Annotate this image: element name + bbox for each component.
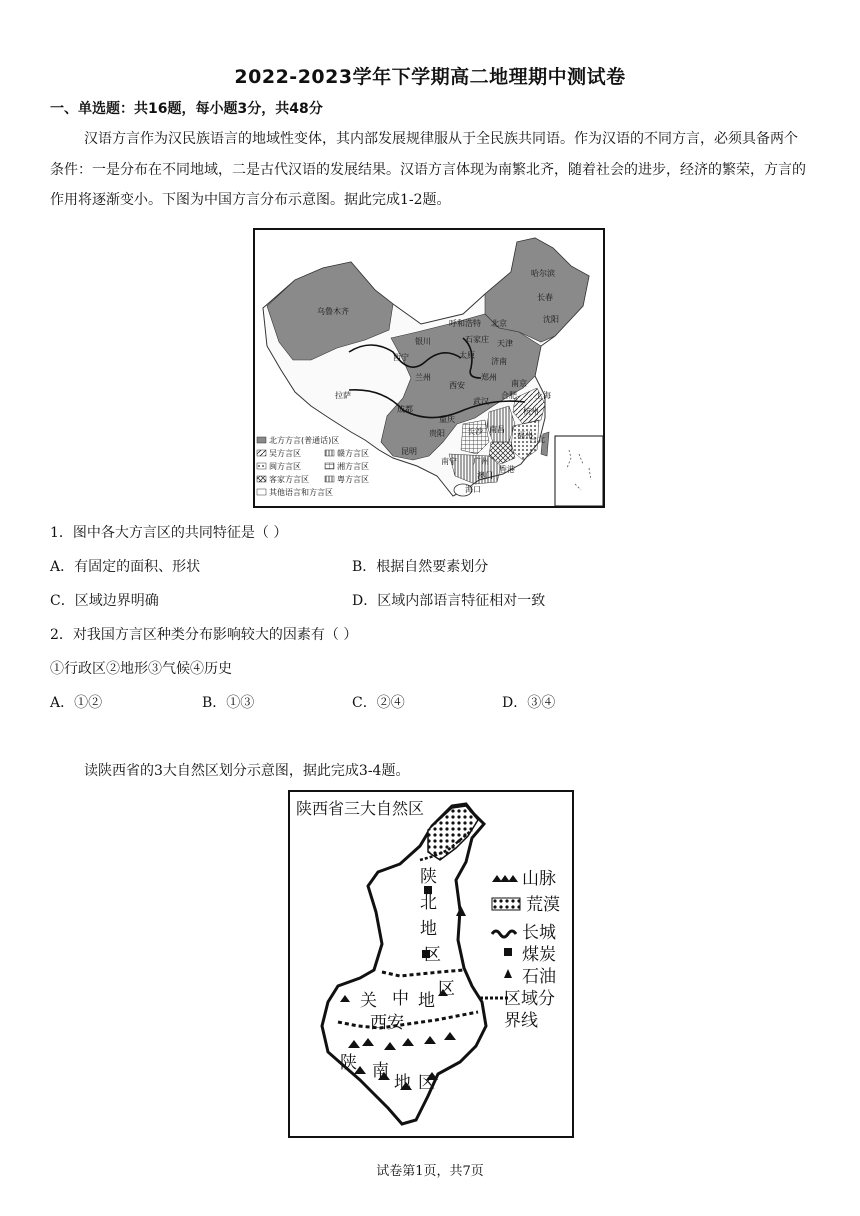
region-south-char: 地 <box>394 1073 411 1093</box>
city-label: 北京 <box>491 319 507 328</box>
question-1-option-b: B．根据自然要素划分 <box>352 559 489 575</box>
region-north-char: 区 <box>424 945 441 965</box>
city-label: 西宁 <box>393 353 409 362</box>
question-2-option-c: C．②④ <box>352 695 405 711</box>
question-2-option-a: A．①② <box>50 695 103 711</box>
city-label: 太原 <box>459 351 475 360</box>
city-label: 长春 <box>537 293 553 302</box>
question-1-stem: 1．图中各大方言区的共同特征是（ ） <box>50 525 288 541</box>
question-2-option-d: D．③④ <box>502 695 556 711</box>
city-label: 石家庄 <box>465 335 489 344</box>
city-label: 成都 <box>397 405 413 414</box>
intro-paragraph-1: 汉语方言作为汉民族语言的地域性变体，其内部发展规律服从于全民族共同语。作为汉语的不同方言，必须具备两个条件：一是分布在不同地域，二是古代汉语的发展结果。汉语方言体现为南繁北齐，随着社会的进步，经济的繁荣，方言的作用将逐渐变小。下图为中国方言分布示意图。据此完成1-2题。 <box>50 131 806 208</box>
city-label: 乌鲁木齐 <box>317 307 349 316</box>
city-label: 呼和浩特 <box>449 319 481 328</box>
page-footer: 试卷第1页，共7页 <box>376 1164 484 1179</box>
xian-label: 西安 <box>370 1013 404 1033</box>
gan-dialect-area <box>487 406 515 442</box>
city-label: 海口 <box>465 485 481 494</box>
intro-paragraph-2: 读陕西省的3大自然区划分示意图，据此完成3-4题。 <box>84 763 410 779</box>
svg-text:北方方言(普通话)区: 北方方言(普通话)区 <box>269 436 340 445</box>
city-label: 西安 <box>449 381 465 390</box>
south-china-sea-inset <box>555 436 603 506</box>
city-label: 天津 <box>497 339 513 348</box>
question-2-stem: 2．对我国方言区种类分布影响较大的因素有（ ） <box>50 627 358 643</box>
svg-text:石油: 石油 <box>522 967 556 987</box>
city-label: 长沙 <box>467 427 483 436</box>
city-label: 合肥 <box>501 391 517 400</box>
city-label: 武汉 <box>473 397 489 406</box>
city-label: 贵阳 <box>429 429 445 438</box>
svg-text:客家方言区: 客家方言区 <box>269 475 309 484</box>
svg-text:闽方言区: 闽方言区 <box>269 462 301 471</box>
city-label: 杭州 <box>523 407 539 416</box>
svg-text:其他语言和方言区: 其他语言和方言区 <box>269 488 333 497</box>
city-label: 重庆 <box>439 415 455 424</box>
svg-text:区域分: 区域分 <box>504 989 555 1009</box>
city-label: 香港 <box>499 465 515 474</box>
svg-text:赣方言区: 赣方言区 <box>337 449 369 458</box>
city-label: 澳门 <box>477 471 493 480</box>
city-label: 昆明 <box>401 447 417 456</box>
question-1-option-d: D．区域内部语言特征相对一致 <box>352 593 546 609</box>
svg-text:界线: 界线 <box>504 1011 538 1031</box>
svg-text:湘方言区: 湘方言区 <box>337 462 369 471</box>
svg-text:粤方言区: 粤方言区 <box>337 475 369 484</box>
city-label: 兰州 <box>415 373 431 382</box>
question-2-items: ①行政区②地形③气候④历史 <box>50 661 232 677</box>
city-label: 广州 <box>473 457 489 466</box>
city-label: 沈阳 <box>543 315 559 324</box>
city-label: 南昌 <box>489 425 505 434</box>
region-north-char: 地 <box>420 919 437 939</box>
question-2-option-b: B．①③ <box>202 695 255 711</box>
svg-text:山脉: 山脉 <box>522 869 556 889</box>
shaanxi-map-title: 陕西省三大自然区 <box>296 799 425 818</box>
city-label: 拉萨 <box>335 391 351 400</box>
region-central-char: 中 <box>392 989 409 1009</box>
city-label: 济南 <box>491 357 507 366</box>
region-north-char: 陕 <box>420 867 437 887</box>
city-label: 台北 <box>529 435 545 444</box>
svg-text:吴方言区: 吴方言区 <box>269 449 301 458</box>
region-south-char: 区 <box>418 1073 435 1093</box>
region-south-char: 陕 <box>340 1053 357 1073</box>
city-label: 哈尔滨 <box>531 269 555 278</box>
china-dialect-map <box>253 228 605 508</box>
svg-text:荒漠: 荒漠 <box>526 895 560 915</box>
section-heading: 一、单选题：共16题，每小题3分，共48分 <box>50 101 323 117</box>
city-label: 上海 <box>535 391 551 400</box>
city-label: 南宁 <box>441 457 457 466</box>
region-central-char: 关 <box>360 991 377 1011</box>
exam-title: 2022-2023学年下学期高二地理期中测试卷 <box>234 66 626 88</box>
city-label: 银川 <box>415 337 431 346</box>
city-label: 郑州 <box>481 373 497 382</box>
region-central-char: 区 <box>438 979 455 999</box>
svg-text:长城: 长城 <box>522 923 556 943</box>
question-1-option-a: A．有固定的面积、形状 <box>50 559 201 575</box>
city-label: 南京 <box>511 379 527 388</box>
city-label: 福州 <box>517 431 533 440</box>
region-south-char: 南 <box>372 1061 389 1081</box>
shaanxi-regions-map <box>288 790 576 1140</box>
region-north-char: 北 <box>420 893 437 913</box>
svg-text:煤炭: 煤炭 <box>522 945 556 965</box>
region-central-char: 地 <box>418 991 435 1011</box>
question-1-option-c: C．区域边界明确 <box>50 593 159 609</box>
